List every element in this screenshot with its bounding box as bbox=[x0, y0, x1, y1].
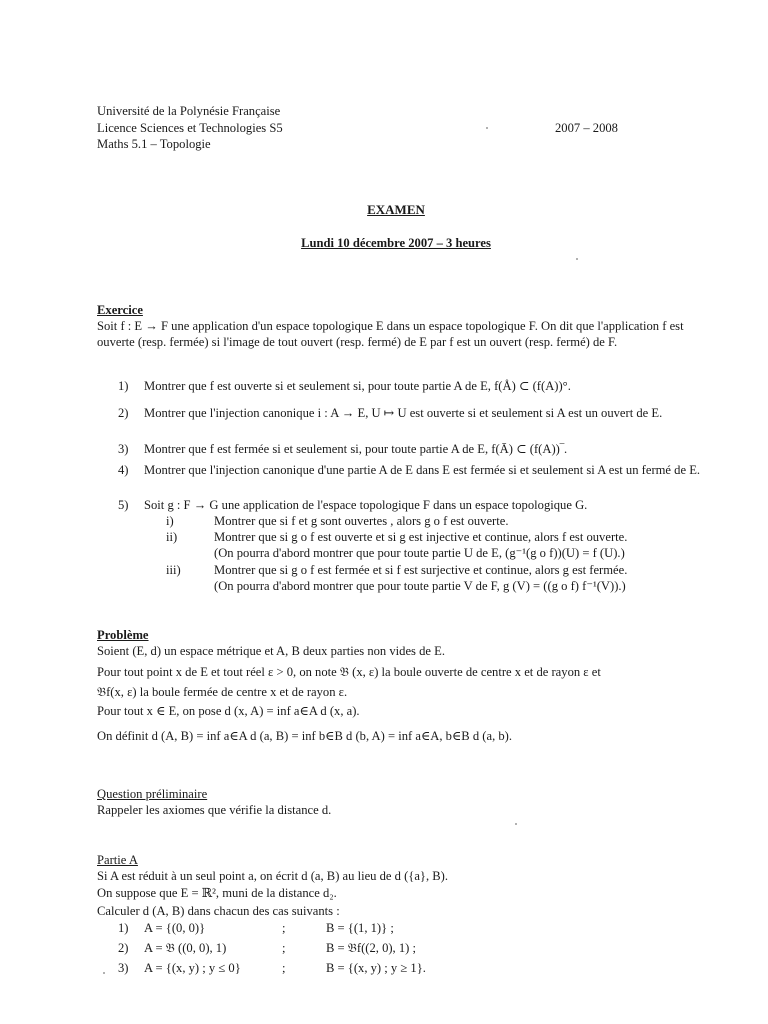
partie-a-line: Si A est réduit à un seul point a, on écrit d (a, B) au lieu de d ({a}, B). bbox=[97, 869, 448, 883]
sub-item-hint: (On pourra d'abord montrer que pour toute partie V de F, g (V) = ((g o f) f⁻¹(V)).) bbox=[214, 579, 626, 593]
item-number: 1) bbox=[118, 379, 129, 393]
case-set-b: B = {(1, 1)} ; bbox=[326, 921, 394, 935]
sub-item-text: Montrer que si f et g sont ouvertes , alors g o f est ouverte. bbox=[214, 514, 509, 528]
probleme-line: Pour tout x ∈ E, on pose d (x, A) = inf a∈A d (x, a). bbox=[97, 704, 360, 718]
sub-item-number: ii) bbox=[166, 530, 178, 544]
question-heading: Question préliminaire bbox=[97, 787, 208, 801]
item-number: 4) bbox=[118, 463, 129, 477]
exercice-heading: Exercice bbox=[97, 303, 143, 317]
sub-item-text: Montrer que si g o f est fermée et si f est surjective et continue, alors g est fermée. bbox=[214, 563, 628, 577]
partie-a-line: On suppose que E = ℝ², muni de la distance d₂. bbox=[97, 886, 337, 900]
sub-item-number: i) bbox=[166, 514, 174, 528]
item-number: 5) bbox=[118, 498, 129, 512]
probleme-line: Pour tout point x de E et tout réel ε > 0, on note 𝔅 (x, ε) la boule ouverte de centre x et de rayon ε et bbox=[97, 665, 601, 679]
case-number: 1) bbox=[118, 921, 129, 935]
scan-speck bbox=[515, 823, 517, 825]
item-text: Soit g : F → G une application de l'espace topologique F dans un espace topologique G. bbox=[144, 498, 588, 512]
probleme-heading: Problème bbox=[97, 628, 149, 642]
item-number: 3) bbox=[118, 442, 129, 456]
case-set-b: B = 𝔅f((2, 0), 1) ; bbox=[326, 941, 416, 955]
header-course: Maths 5.1 – Topologie bbox=[97, 137, 211, 151]
case-set-a: A = {(x, y) ; y ≤ 0} bbox=[144, 961, 241, 975]
sub-item-hint: (On pourra d'abord montrer que pour toute partie U de E, (g⁻¹(g o f))(U) = f (U).) bbox=[214, 546, 625, 560]
header-year: 2007 – 2008 bbox=[555, 121, 618, 135]
header-licence: Licence Sciences et Technologies S5 bbox=[97, 121, 283, 135]
case-number: 3) bbox=[118, 961, 129, 975]
item-text: Montrer que f est ouverte si et seulement si, pour toute partie A de E, f(Å) ⊂ (f(A))°. bbox=[144, 379, 571, 393]
sub-item-number: iii) bbox=[166, 563, 181, 577]
exam-title: EXAMEN bbox=[367, 202, 425, 217]
case-separator: ; bbox=[282, 961, 286, 975]
item-text: Montrer que f est fermée si et seulement si, pour toute partie A de E, f(Ā) ⊂ (f(A))‾. bbox=[144, 442, 568, 456]
header-university: Université de la Polynésie Française bbox=[97, 104, 281, 118]
item-text: Montrer que l'injection canonique i : A → E, U ↦ U est ouverte si et seulement si A est un ouvert de E. bbox=[144, 406, 663, 420]
exercice-intro: Soit f : E → F une application d'un espace topologique E dans un espace topologique F. On dit que l'application f est ouverte (resp. fermée) si l'image de tout ouvert (resp. fermé) de E par f est un ouvert (resp. fermé) de F. bbox=[97, 319, 684, 350]
sub-item-text: Montrer que si g o f est ouverte et si g est injective et continue, alors f est ouverte. bbox=[214, 530, 628, 544]
probleme-line: On définit d (A, B) = inf a∈A d (a, B) = inf b∈B d (b, A) = inf a∈A, b∈B d (a, b). bbox=[97, 729, 513, 743]
probleme-line: 𝔅f(x, ε) la boule fermée de centre x et de rayon ε. bbox=[97, 685, 348, 699]
item-text: Montrer que l'injection canonique d'une partie A de E dans E est fermée si et seulement si A est un fermé de E. bbox=[144, 463, 701, 477]
scan-speck bbox=[576, 258, 578, 260]
probleme-line: Soient (E, d) un espace métrique et A, B deux parties non vides de E. bbox=[97, 644, 445, 658]
case-separator: ; bbox=[282, 941, 286, 955]
scan-speck bbox=[103, 972, 105, 974]
partie-a-line: Calculer d (A, B) dans chacun des cas suivants : bbox=[97, 904, 340, 918]
item-number: 2) bbox=[118, 406, 129, 420]
case-set-a: A = {(0, 0)} bbox=[144, 921, 206, 935]
question-text: Rappeler les axiomes que vérifie la distance d. bbox=[97, 803, 332, 817]
case-separator: ; bbox=[282, 921, 286, 935]
exam-date: Lundi 10 décembre 2007 – 3 heures bbox=[301, 236, 491, 250]
case-set-a: A = 𝔅 ((0, 0), 1) bbox=[144, 941, 227, 955]
scan-speck bbox=[486, 127, 488, 129]
case-set-b: B = {(x, y) ; y ≥ 1}. bbox=[326, 961, 426, 975]
partie-a-heading: Partie A bbox=[97, 853, 138, 867]
case-number: 2) bbox=[118, 941, 129, 955]
